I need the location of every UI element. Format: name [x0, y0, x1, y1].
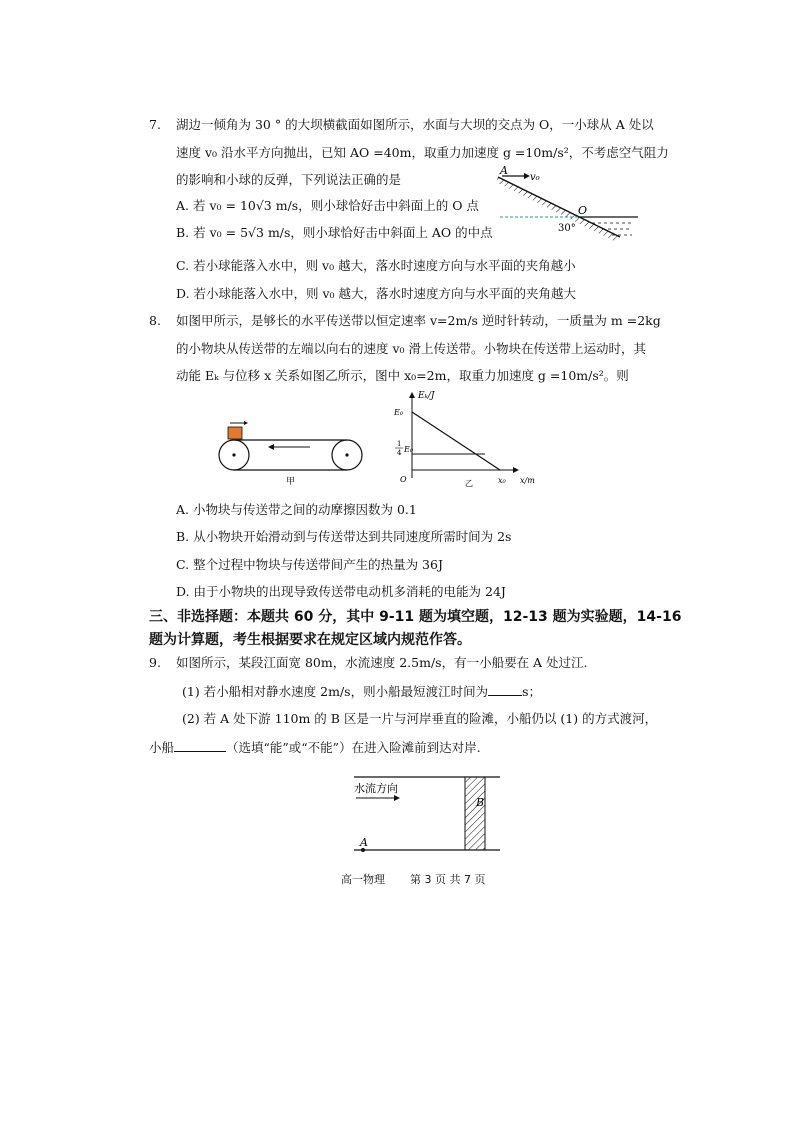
q9-subquestion-1 [182, 683, 541, 700]
q7-option-b: B. 若 v₀ = 5√3 m/s，则小球恰好击中斜面上 AO 的中点 [176, 225, 493, 240]
q7-text-line1: 湖边一倾角为 30 ° 的大坝横截面如图所示，水面与大坝的交点为 O，一小球从 A 处以 [176, 117, 654, 132]
quarter-e0-label: E₀ [404, 445, 414, 454]
ek-axis-label: Eₖ/J [418, 391, 435, 401]
ek-x-graph [390, 390, 550, 490]
q7-dam-figure [492, 163, 642, 243]
figure-b-caption: 乙 [465, 479, 473, 488]
q9-sub1-text: (1) 若小船相对静水速度 2m/s，则小船最短渡江时间为 [182, 684, 489, 699]
q8-option-c: C. 整个过程中物块与传送带间产生的热量为 36J [176, 557, 443, 572]
e0-label: E₀ [394, 408, 404, 417]
conveyor-figure [212, 420, 372, 488]
q8-option-a: A. 小物块与传送带之间的动摩擦因数为 0.1 [176, 502, 417, 517]
q9-answer-blank-2[interactable] [174, 739, 226, 752]
flow-direction-label: 水流方向 [354, 782, 398, 795]
q7-number: 7. [149, 117, 161, 132]
q7-text-line3: 的影响和小球的反弹，下列说法正确的是 [176, 172, 402, 187]
q9-sub2b-tail: （选填“能”或“不能”）在进入险滩前到达对岸. [226, 740, 481, 755]
q9-label-a: A [360, 836, 368, 849]
q9-subquestion-2: (2) 若 A 处下游 110m 的 B 区是一片与河岸垂直的险滩，小船仍以 (1) 的方式渡河， [182, 711, 658, 726]
q9-number: 9. [149, 655, 161, 670]
x-axis-label: x/m [520, 476, 535, 485]
q9-subquestion-2b [149, 739, 481, 756]
q8-text-line1: 如图甲所示，是够长的水平传送带以恒定速率 v=2m/s 逆时针转动，一质量为 m =2kg [176, 313, 661, 328]
x0-label: x₀ [498, 476, 506, 485]
q7-label-o: O [578, 204, 588, 217]
q8-option-d: D. 由于小物块的出现导致传送带电动机多消耗的电能为 24J [176, 584, 506, 599]
q9-sub2b-text: 小船 [149, 740, 175, 755]
q8-text-line3: 动能 Eₖ 与位移 x 关系如图乙所示，图中 x₀=2m，取重力加速度 g =10m/s²。则 [176, 368, 629, 383]
river-figure [350, 770, 510, 860]
block-icon [228, 427, 242, 439]
q7-angle-label: 30° [558, 223, 576, 234]
footer-subject: 高一物理 [341, 873, 385, 886]
q7-text-line2: 速度 v₀ 沿水平方向抛出，已知 AO =40m，取重力加速度 g =10m/s²，不考虑空气阻力 [176, 145, 669, 160]
q9-answer-blank-1[interactable] [488, 683, 522, 696]
figure-a-caption: 甲 [286, 477, 296, 487]
section3-heading-line2: 题为计算题，考生根据要求在规定区域内规范作答。 [149, 632, 471, 648]
q8-option-b: B. 从小物块开始滑动到与传送带达到共同速度所需时间为 2s [176, 529, 512, 544]
rapids-zone [465, 777, 485, 850]
q9-label-b: B [476, 796, 485, 809]
q7-option-d: D. 若小球能落入水中，则 v₀ 越大，落水时速度方向与水平面的夹角越大 [176, 286, 577, 301]
quarter-numerator: 1 [397, 440, 402, 448]
q9-text-line1: 如图所示，某段江面宽 80m，水流速度 2.5m/s，有一小船要在 A 处过江. [176, 655, 588, 670]
q7-option-a: A. 若 v₀ = 10√3 m/s，则小球恰好击中斜面上的 O 点 [176, 198, 479, 213]
quarter-denominator: 4 [397, 449, 402, 457]
ek-line [412, 412, 500, 470]
q7-label-a: A [500, 164, 508, 177]
footer-page-number: 第 3 页 共 7 页 [410, 873, 486, 886]
origin-label: O [400, 475, 407, 484]
section3-heading-line1: 三、非选择题：本题共 60 分，其中 9-11 题为填空题，12-13 题为实验题，14-16 [149, 609, 682, 625]
q8-text-line2: 的小物块从传送带的左端以向右的速度 v₀ 滑上传送带。小物块在传送带上运动时，其 [176, 341, 647, 356]
q9-sub1-unit: s； [522, 684, 542, 699]
q7-option-c: C. 若小球能落入水中，则 v₀ 越大，落水时速度方向与水平面的夹角越小 [176, 258, 576, 273]
q8-number: 8. [149, 313, 161, 328]
q7-label-v0: v₀ [530, 172, 540, 183]
page-footer [341, 871, 485, 887]
